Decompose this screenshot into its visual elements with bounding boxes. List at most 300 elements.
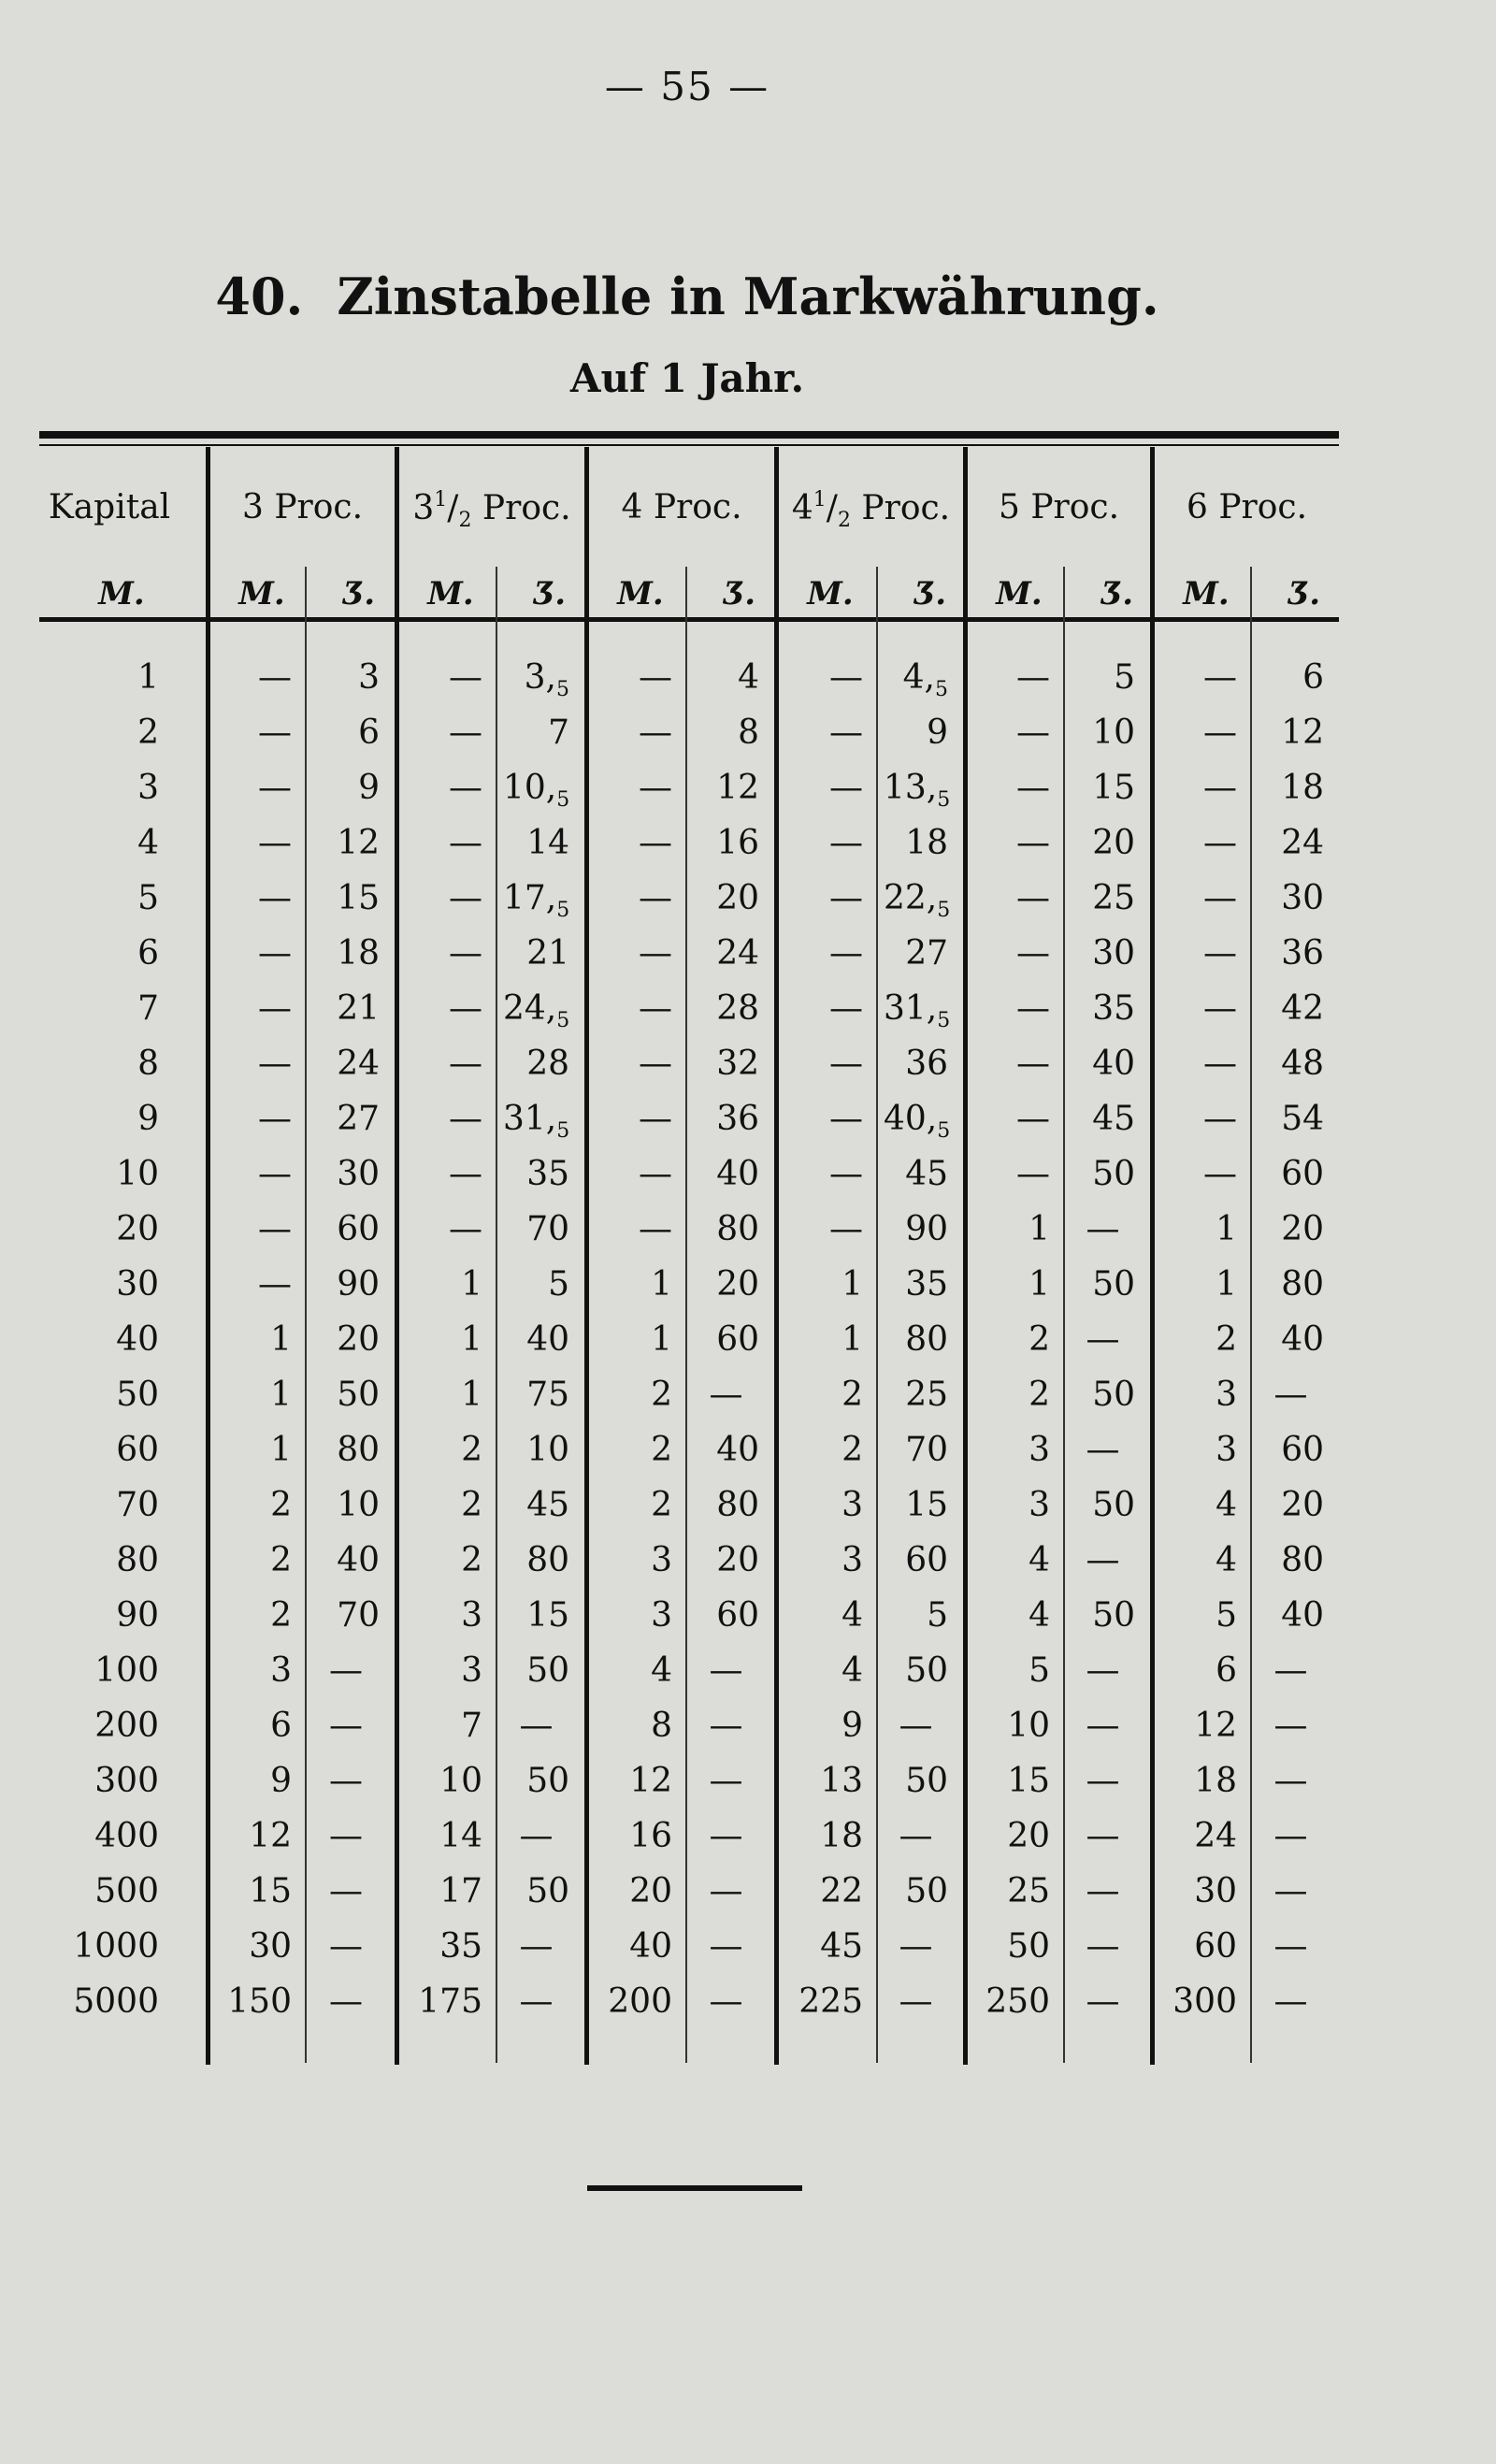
value-pfennig: — <box>329 1817 363 1855</box>
value-mark: 3 <box>842 1541 863 1579</box>
rate-header: 5 Proc. <box>998 488 1120 526</box>
value-pfennig: 5 <box>927 1596 948 1635</box>
unit-pfennig: Ʒ. <box>533 575 567 612</box>
value-mark: 12 <box>249 1817 292 1855</box>
value-pfennig: — <box>899 1707 933 1745</box>
value-pfennig: 60 <box>716 1596 759 1635</box>
value-pfennig: — <box>899 1927 933 1966</box>
table-top-rule <box>39 431 1339 439</box>
value-pfennig: — <box>1086 1982 1120 2021</box>
value-mark: 3 <box>1028 1486 1050 1524</box>
value-pfennig: 28 <box>716 989 759 1028</box>
value-pfennig: — <box>709 1376 743 1414</box>
value-pfennig: 40 <box>1281 1320 1324 1359</box>
rate-header: $3^1/_2$ Proc. <box>412 488 571 532</box>
value-mark: 18 <box>820 1817 863 1855</box>
value-mark: 2 <box>461 1486 482 1524</box>
value-mark: — <box>639 658 672 697</box>
value-pfennig: 5 <box>548 1265 569 1304</box>
value-pfennig: 10 <box>526 1431 569 1469</box>
value-mark: — <box>639 769 672 807</box>
value-pfennig: 60 <box>716 1320 759 1359</box>
value-pfennig: 7 <box>548 713 569 752</box>
column-rule <box>395 447 399 2065</box>
value-mark: — <box>1203 879 1237 917</box>
value-pfennig: 10 <box>337 1486 380 1524</box>
value-mark: 2 <box>651 1431 672 1469</box>
value-mark: — <box>449 1045 482 1083</box>
value-mark: 40 <box>629 1927 672 1966</box>
value-pfennig: 50 <box>1092 1265 1135 1304</box>
column-rule <box>1150 447 1155 2065</box>
capital-value: 70 <box>116 1486 159 1524</box>
value-pfennig: 28 <box>526 1045 569 1083</box>
value-pfennig: $10,_5$ <box>503 769 570 812</box>
capital-value: 6 <box>137 934 159 973</box>
value-mark: 4 <box>1216 1541 1237 1579</box>
value-pfennig: 6 <box>1302 658 1324 697</box>
value-pfennig: — <box>1273 1762 1308 1800</box>
rate-header: 6 Proc. <box>1186 488 1308 526</box>
unit-pfennig: Ʒ. <box>723 575 756 612</box>
value-mark: 2 <box>1028 1376 1050 1414</box>
value-mark: — <box>829 879 863 917</box>
value-mark: 1 <box>270 1376 292 1414</box>
value-mark: — <box>829 1155 863 1193</box>
value-mark: — <box>1016 769 1050 807</box>
capital-value: 500 <box>94 1872 159 1910</box>
value-mark: — <box>1203 934 1237 973</box>
value-pfennig: — <box>1086 1762 1120 1800</box>
value-pfennig: 35 <box>905 1265 948 1304</box>
value-mark: 5 <box>1216 1596 1237 1635</box>
value-pfennig: — <box>519 1982 554 2021</box>
value-mark: 200 <box>608 1982 672 2021</box>
value-mark: 1 <box>842 1320 863 1359</box>
rate-header: 3 Proc. <box>241 488 364 526</box>
value-pfennig: — <box>899 1817 933 1855</box>
value-mark: — <box>258 824 292 862</box>
value-mark: — <box>449 658 482 697</box>
value-mark: — <box>829 1100 863 1138</box>
value-mark: — <box>1203 658 1237 697</box>
value-pfennig: 20 <box>337 1320 380 1359</box>
value-mark: 2 <box>270 1541 292 1579</box>
value-pfennig: 50 <box>1092 1596 1135 1635</box>
value-mark: 4 <box>1028 1541 1050 1579</box>
unit-pfennig: Ʒ. <box>1100 575 1134 612</box>
value-mark: 3 <box>1216 1376 1237 1414</box>
capital-value: 30 <box>116 1265 159 1304</box>
unit-pfennig: Ʒ. <box>342 575 376 612</box>
value-pfennig: — <box>709 1927 743 1966</box>
value-mark: 14 <box>439 1817 482 1855</box>
value-pfennig: — <box>709 1872 743 1910</box>
value-mark: — <box>258 1100 292 1138</box>
value-mark: — <box>1203 713 1237 752</box>
value-pfennig: 35 <box>1092 989 1135 1028</box>
value-pfennig: 15 <box>337 879 380 917</box>
page-title <box>0 267 1374 326</box>
value-pfennig: $3,_5$ <box>524 658 569 701</box>
value-mark: 22 <box>820 1872 863 1910</box>
value-pfennig: — <box>1086 1320 1120 1359</box>
value-pfennig: 80 <box>1281 1265 1324 1304</box>
value-pfennig: $4,_5$ <box>902 658 948 701</box>
column-rule <box>963 447 968 2065</box>
value-mark: 10 <box>1007 1707 1050 1745</box>
value-mark: — <box>258 1155 292 1193</box>
value-mark: 18 <box>1194 1762 1237 1800</box>
value-pfennig: 45 <box>526 1486 569 1524</box>
value-mark: 1 <box>1216 1210 1237 1248</box>
value-mark: 7 <box>461 1707 482 1745</box>
value-pfennig: — <box>1086 1431 1120 1469</box>
value-pfennig: $24,_5$ <box>503 989 570 1032</box>
value-pfennig: — <box>1273 1651 1308 1690</box>
value-pfennig: 18 <box>905 824 948 862</box>
value-pfennig: 60 <box>1281 1155 1324 1193</box>
value-pfennig: — <box>1086 1707 1120 1745</box>
value-mark: 50 <box>1007 1927 1050 1966</box>
value-mark: 17 <box>439 1872 482 1910</box>
value-pfennig: 40 <box>1281 1596 1324 1635</box>
value-mark: 2 <box>1028 1320 1050 1359</box>
capital-value: 60 <box>116 1431 159 1469</box>
value-mark: — <box>449 1100 482 1138</box>
value-mark: 2 <box>1216 1320 1237 1359</box>
value-pfennig: 40 <box>526 1320 569 1359</box>
page-number: — 55 — <box>604 64 770 109</box>
value-mark: 3 <box>651 1541 672 1579</box>
value-mark: — <box>258 1265 292 1304</box>
value-pfennig: 16 <box>716 824 759 862</box>
value-mark: — <box>449 934 482 973</box>
value-mark: — <box>258 713 292 752</box>
capital-value: 200 <box>94 1707 159 1745</box>
value-mark: — <box>639 1045 672 1083</box>
value-pfennig: 5 <box>1114 658 1135 697</box>
value-mark: 3 <box>461 1596 482 1635</box>
value-mark: 15 <box>1007 1762 1050 1800</box>
value-mark: 3 <box>842 1486 863 1524</box>
value-mark: 24 <box>1194 1817 1237 1855</box>
value-mark: — <box>1016 713 1050 752</box>
value-pfennig: — <box>519 1817 554 1855</box>
value-mark: 300 <box>1172 1982 1237 2021</box>
value-mark: — <box>258 989 292 1028</box>
value-pfennig: 27 <box>337 1100 380 1138</box>
value-pfennig: 14 <box>526 824 569 862</box>
value-pfennig: 80 <box>716 1210 759 1248</box>
value-mark: 2 <box>270 1486 292 1524</box>
value-mark: — <box>639 934 672 973</box>
value-mark: — <box>829 824 863 862</box>
unit-mark: M. <box>807 575 854 612</box>
value-pfennig: 80 <box>1281 1541 1324 1579</box>
value-mark: — <box>639 1100 672 1138</box>
value-mark: 13 <box>820 1762 863 1800</box>
value-pfennig: 60 <box>905 1541 948 1579</box>
value-pfennig: 25 <box>1092 879 1135 917</box>
value-pfennig: 30 <box>337 1155 380 1193</box>
value-mark: 25 <box>1007 1872 1050 1910</box>
value-mark: 1 <box>1216 1265 1237 1304</box>
value-mark: — <box>258 879 292 917</box>
value-pfennig: 15 <box>1092 769 1135 807</box>
value-pfennig: — <box>899 1982 933 2021</box>
value-pfennig: 32 <box>716 1045 759 1083</box>
value-pfennig: — <box>329 1927 363 1966</box>
capital-value: 80 <box>116 1541 159 1579</box>
value-pfennig: $13,_5$ <box>884 769 951 812</box>
column-rule <box>206 447 210 2065</box>
capital-value: 100 <box>94 1651 159 1690</box>
value-mark: 35 <box>439 1927 482 1966</box>
value-pfennig: 45 <box>905 1155 948 1193</box>
value-pfennig: 10 <box>1092 713 1135 752</box>
unit-mark: M. <box>1183 575 1230 612</box>
value-mark: 9 <box>842 1707 863 1745</box>
value-pfennig: 50 <box>526 1872 569 1910</box>
value-mark: — <box>829 1210 863 1248</box>
value-mark: — <box>258 658 292 697</box>
value-mark: 6 <box>1216 1651 1237 1690</box>
page-subtitle: Auf 1 Jahr. <box>569 355 805 401</box>
value-mark: 1 <box>1028 1265 1050 1304</box>
value-mark: 4 <box>842 1596 863 1635</box>
value-mark: — <box>1203 769 1237 807</box>
value-pfennig: 30 <box>1092 934 1135 973</box>
capital-value: 400 <box>94 1817 159 1855</box>
value-pfennig: — <box>709 1762 743 1800</box>
value-pfennig: — <box>709 1982 743 2021</box>
capital-value: 1000 <box>73 1927 159 1966</box>
subcolumn-rule <box>305 567 307 2063</box>
capital-value: 7 <box>137 989 159 1028</box>
value-pfennig: 20 <box>1281 1486 1324 1524</box>
capital-value: 90 <box>116 1596 159 1635</box>
value-pfennig: 9 <box>358 769 380 807</box>
value-pfennig: 40 <box>716 1431 759 1469</box>
subcolumn-rule <box>876 567 878 2063</box>
value-mark: 15 <box>249 1872 292 1910</box>
value-pfennig: 50 <box>526 1762 569 1800</box>
value-mark: 30 <box>1194 1872 1237 1910</box>
value-mark: — <box>1016 658 1050 697</box>
value-mark: 1 <box>270 1431 292 1469</box>
unit-mark: M. <box>427 575 474 612</box>
value-pfennig: 40 <box>716 1155 759 1193</box>
value-mark: 250 <box>985 1982 1050 2021</box>
value-pfennig: 27 <box>905 934 948 973</box>
capital-value: 8 <box>137 1045 159 1083</box>
capital-value: 5000 <box>73 1982 159 2021</box>
value-pfennig: $22,_5$ <box>884 879 951 922</box>
capital-unit: M. <box>98 575 145 612</box>
value-mark: — <box>1203 1100 1237 1138</box>
value-pfennig: — <box>1273 1982 1308 2021</box>
value-pfennig: — <box>1273 1707 1308 1745</box>
unit-mark: M. <box>238 575 285 612</box>
value-mark: 4 <box>1028 1596 1050 1635</box>
value-mark: 5 <box>1028 1651 1050 1690</box>
value-pfennig: 54 <box>1281 1100 1324 1138</box>
value-pfennig: 15 <box>905 1486 948 1524</box>
value-pfennig: 30 <box>1281 879 1324 917</box>
value-pfennig: 12 <box>337 824 380 862</box>
value-pfennig: — <box>709 1651 743 1690</box>
value-pfennig: 50 <box>1092 1155 1135 1193</box>
value-pfennig: — <box>1086 1927 1120 1966</box>
subcolumn-rule <box>1250 567 1252 2063</box>
value-pfennig: 24 <box>1281 824 1324 862</box>
value-mark: — <box>1203 989 1237 1028</box>
value-mark: 20 <box>1007 1817 1050 1855</box>
capital-value: 300 <box>94 1762 159 1800</box>
subcolumn-rule <box>1063 567 1065 2063</box>
value-pfennig: 12 <box>1281 713 1324 752</box>
title-number: 40. <box>215 267 304 326</box>
table-top-rule-thin <box>39 444 1339 446</box>
subcolumn-rule <box>496 567 497 2063</box>
value-mark: — <box>829 769 863 807</box>
value-mark: — <box>1016 824 1050 862</box>
value-pfennig: — <box>1273 1376 1308 1414</box>
value-mark: 3 <box>651 1596 672 1635</box>
value-pfennig: — <box>329 1872 363 1910</box>
value-pfennig: 45 <box>1092 1100 1135 1138</box>
capital-value: 1 <box>137 658 159 697</box>
value-mark: 12 <box>629 1762 672 1800</box>
value-mark: 16 <box>629 1817 672 1855</box>
value-pfennig: $40,_5$ <box>884 1100 951 1143</box>
value-pfennig: $17,_5$ <box>503 879 570 922</box>
value-pfennig: 20 <box>716 879 759 917</box>
value-mark: 175 <box>418 1982 482 2021</box>
capital-value: 2 <box>137 713 159 752</box>
value-pfennig: 80 <box>905 1320 948 1359</box>
value-mark: — <box>829 658 863 697</box>
value-mark: 2 <box>651 1376 672 1414</box>
value-pfennig: 50 <box>905 1872 948 1910</box>
value-mark: 60 <box>1194 1927 1237 1966</box>
value-mark: — <box>1016 989 1050 1028</box>
capital-value: 5 <box>137 879 159 917</box>
value-pfennig: — <box>329 1651 363 1690</box>
value-pfennig: 50 <box>905 1651 948 1690</box>
value-pfennig: 90 <box>337 1265 380 1304</box>
value-mark: 4 <box>1216 1486 1237 1524</box>
value-mark: — <box>449 713 482 752</box>
value-mark: 2 <box>270 1596 292 1635</box>
value-mark: 1 <box>461 1320 482 1359</box>
value-mark: 2 <box>461 1431 482 1469</box>
value-mark: 8 <box>651 1707 672 1745</box>
value-pfennig: 18 <box>337 934 380 973</box>
value-pfennig: 80 <box>716 1486 759 1524</box>
value-mark: — <box>1203 824 1237 862</box>
value-mark: — <box>449 1210 482 1248</box>
value-pfennig: 15 <box>526 1596 569 1635</box>
value-mark: 45 <box>820 1927 863 1966</box>
value-mark: 1 <box>461 1265 482 1304</box>
value-mark: 9 <box>270 1762 292 1800</box>
value-mark: — <box>639 989 672 1028</box>
value-mark: — <box>639 879 672 917</box>
value-mark: 20 <box>629 1872 672 1910</box>
value-pfennig: 70 <box>905 1431 948 1469</box>
value-mark: — <box>1203 1045 1237 1083</box>
unit-pfennig: Ʒ. <box>1287 575 1321 612</box>
value-pfennig: — <box>709 1707 743 1745</box>
value-mark: — <box>449 824 482 862</box>
value-mark: 6 <box>270 1707 292 1745</box>
value-pfennig: 36 <box>905 1045 948 1083</box>
value-mark: — <box>829 1045 863 1083</box>
value-pfennig: 60 <box>1281 1431 1324 1469</box>
value-pfennig: — <box>1273 1927 1308 1966</box>
value-pfennig: 6 <box>358 713 380 752</box>
capital-value: 9 <box>137 1100 159 1138</box>
value-pfennig: 50 <box>905 1762 948 1800</box>
value-mark: — <box>639 1210 672 1248</box>
capital-value: 40 <box>116 1320 159 1359</box>
value-pfennig: 36 <box>716 1100 759 1138</box>
value-mark: — <box>829 934 863 973</box>
value-pfennig: 24 <box>337 1045 380 1083</box>
capital-value: 50 <box>116 1376 159 1414</box>
value-pfennig: — <box>1086 1541 1120 1579</box>
capital-value: 10 <box>116 1155 159 1193</box>
value-mark: — <box>1016 879 1050 917</box>
value-mark: 3 <box>1216 1431 1237 1469</box>
value-pfennig: — <box>1086 1817 1120 1855</box>
value-mark: 1 <box>1028 1210 1050 1248</box>
value-mark: — <box>449 1155 482 1193</box>
value-pfennig: — <box>1086 1210 1120 1248</box>
value-pfennig: $31,_5$ <box>503 1100 570 1143</box>
value-pfennig: 70 <box>526 1210 569 1248</box>
value-pfennig: 21 <box>526 934 569 973</box>
value-pfennig: 20 <box>716 1265 759 1304</box>
value-mark: 4 <box>651 1651 672 1690</box>
value-pfennig: 50 <box>1092 1486 1135 1524</box>
rate-header: 4 Proc. <box>621 488 742 526</box>
value-mark: — <box>1016 934 1050 973</box>
capital-header: Kapital <box>48 488 171 526</box>
value-pfennig: — <box>1273 1817 1308 1855</box>
value-pfennig: 12 <box>716 769 759 807</box>
value-mark: 1 <box>461 1376 482 1414</box>
value-pfennig: 75 <box>526 1376 569 1414</box>
value-pfennig: — <box>329 1982 363 2021</box>
capital-value: 20 <box>116 1210 159 1248</box>
value-mark: — <box>639 713 672 752</box>
value-mark: 30 <box>249 1927 292 1966</box>
value-pfennig: 60 <box>337 1210 380 1248</box>
value-mark: 1 <box>270 1320 292 1359</box>
value-mark: — <box>1203 1155 1237 1193</box>
value-pfennig: 40 <box>337 1541 380 1579</box>
value-mark: — <box>449 879 482 917</box>
value-pfennig: — <box>1086 1872 1120 1910</box>
unit-pfennig: Ʒ. <box>913 575 947 612</box>
value-pfennig: 36 <box>1281 934 1324 973</box>
value-pfennig: — <box>1086 1651 1120 1690</box>
value-mark: 150 <box>227 1982 292 2021</box>
end-rule <box>587 2185 802 2191</box>
